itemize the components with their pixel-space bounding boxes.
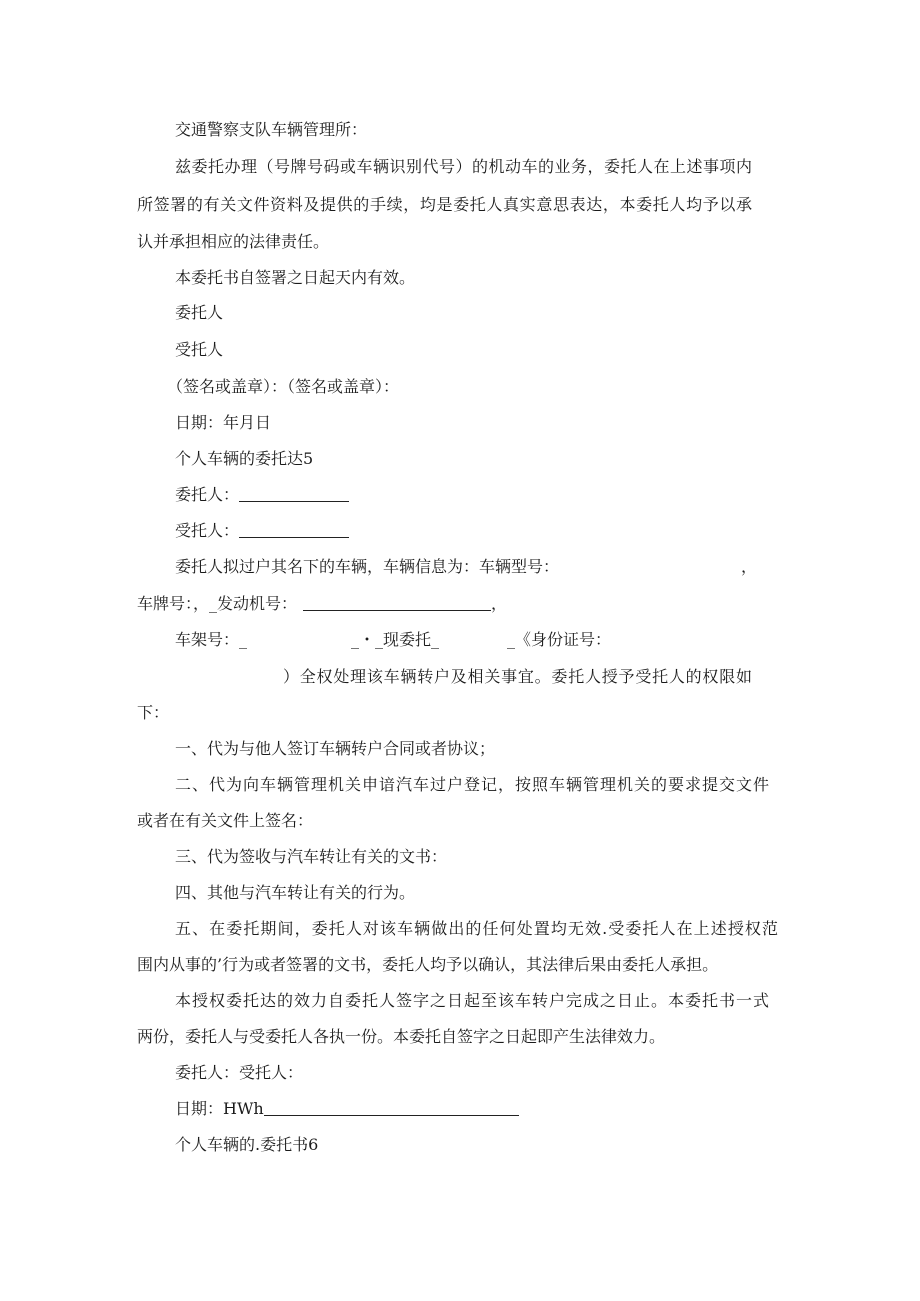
paragraph-1-line-1: 兹委托办理（号牌号码或车辆识别代号）的机动车的业务，委托人在上述事项内 [175, 157, 752, 176]
section-title-6: 个人车辆的.委托书6 [175, 1135, 319, 1154]
engine-number-blank [303, 595, 491, 611]
authority-item-1: 一、代为与他人签订车辆转户合同或者协议； [175, 739, 496, 758]
validity-paragraph-line-1: 本授权委托达的效力自委托人签字之日起至该车转户完成之日止。本委托书一式 [175, 991, 769, 1010]
vehicle-info-line-5: 下： [137, 703, 170, 722]
validity-paragraph-line-2: 两份，委托人与受委托人各执一份。本委托自签字之日起即产生法律效力。 [137, 1027, 666, 1046]
date-blank [264, 1100, 519, 1116]
addressee: 交通警察支队车辆管理所： [175, 120, 368, 139]
authority-item-5-line-1: 五、在委托期间，委托人对该车辆做出的任何处置均无效.受委托人在上述授权范 [175, 919, 778, 938]
principal-label: 委托人： [175, 485, 240, 504]
agent-heading: 受托人 [175, 340, 224, 359]
authority-item-3: 三、代为签收与汽车转让有关的文书： [175, 847, 448, 866]
date-line-2 [175, 1099, 519, 1119]
vehicle-info-line-4: ）全权处理该车辆转户及相关事宜。委托人授予受托人的权限如 [283, 667, 752, 686]
agent-label: 受托人： [175, 521, 240, 540]
vehicle-info-comma: ， [741, 557, 758, 576]
vehicle-info-line-2 [137, 594, 507, 614]
agent-blank [239, 522, 349, 538]
principal-field-row [175, 485, 349, 505]
principal-blank [239, 486, 349, 502]
id-number-label: _《身份证号： [507, 630, 612, 649]
engine-comma: ， [491, 594, 508, 613]
entrust-label: _・_现委托_ [351, 630, 440, 649]
section-title-5: 个人车辆的委托达5 [175, 449, 314, 468]
authority-item-4: 四、其他与汽车转让有关的行为。 [175, 883, 416, 902]
plate-engine-label: 车牌号：，_发动机号： [137, 594, 298, 613]
vehicle-info-line-1: 委托人拟过户其名下的车辆，车辆信息为：车辆型号： [175, 557, 560, 576]
paragraph-1-line-2: 所签署的有关文件资料及提供的手续，均是委托人真实意思表达，本委托人均予以承 [137, 195, 752, 214]
validity-statement: 本委托书自签署之日起天内有效。 [175, 268, 416, 287]
authority-item-2-line-1: 二、代为向车辆管理机关申谙汽车过户登记，按照车辆管理机关的要求提交文件 [175, 775, 769, 794]
principal-heading: 委托人 [175, 303, 224, 322]
paragraph-1-line-3: 认并承担相应的法律责任。 [137, 232, 330, 251]
signature-line-2: 委托人：受托人： [175, 1063, 304, 1082]
agent-field-row [175, 521, 349, 541]
signature-line: （签名或盖章）：（签名或盖章）： [167, 377, 400, 396]
authority-item-2-line-2: 或者在有关文件上签名： [137, 811, 314, 830]
authority-item-5-line-2: 围内从事的’行为或者签署的文书，委托人均予以确认，其法律后果由委托人承担。 [137, 955, 719, 974]
frame-number-label: 车架号：_ [175, 630, 248, 649]
date-label-2: 日期：HWh [175, 1099, 264, 1118]
date-line: 日期：年月日 [175, 413, 272, 432]
